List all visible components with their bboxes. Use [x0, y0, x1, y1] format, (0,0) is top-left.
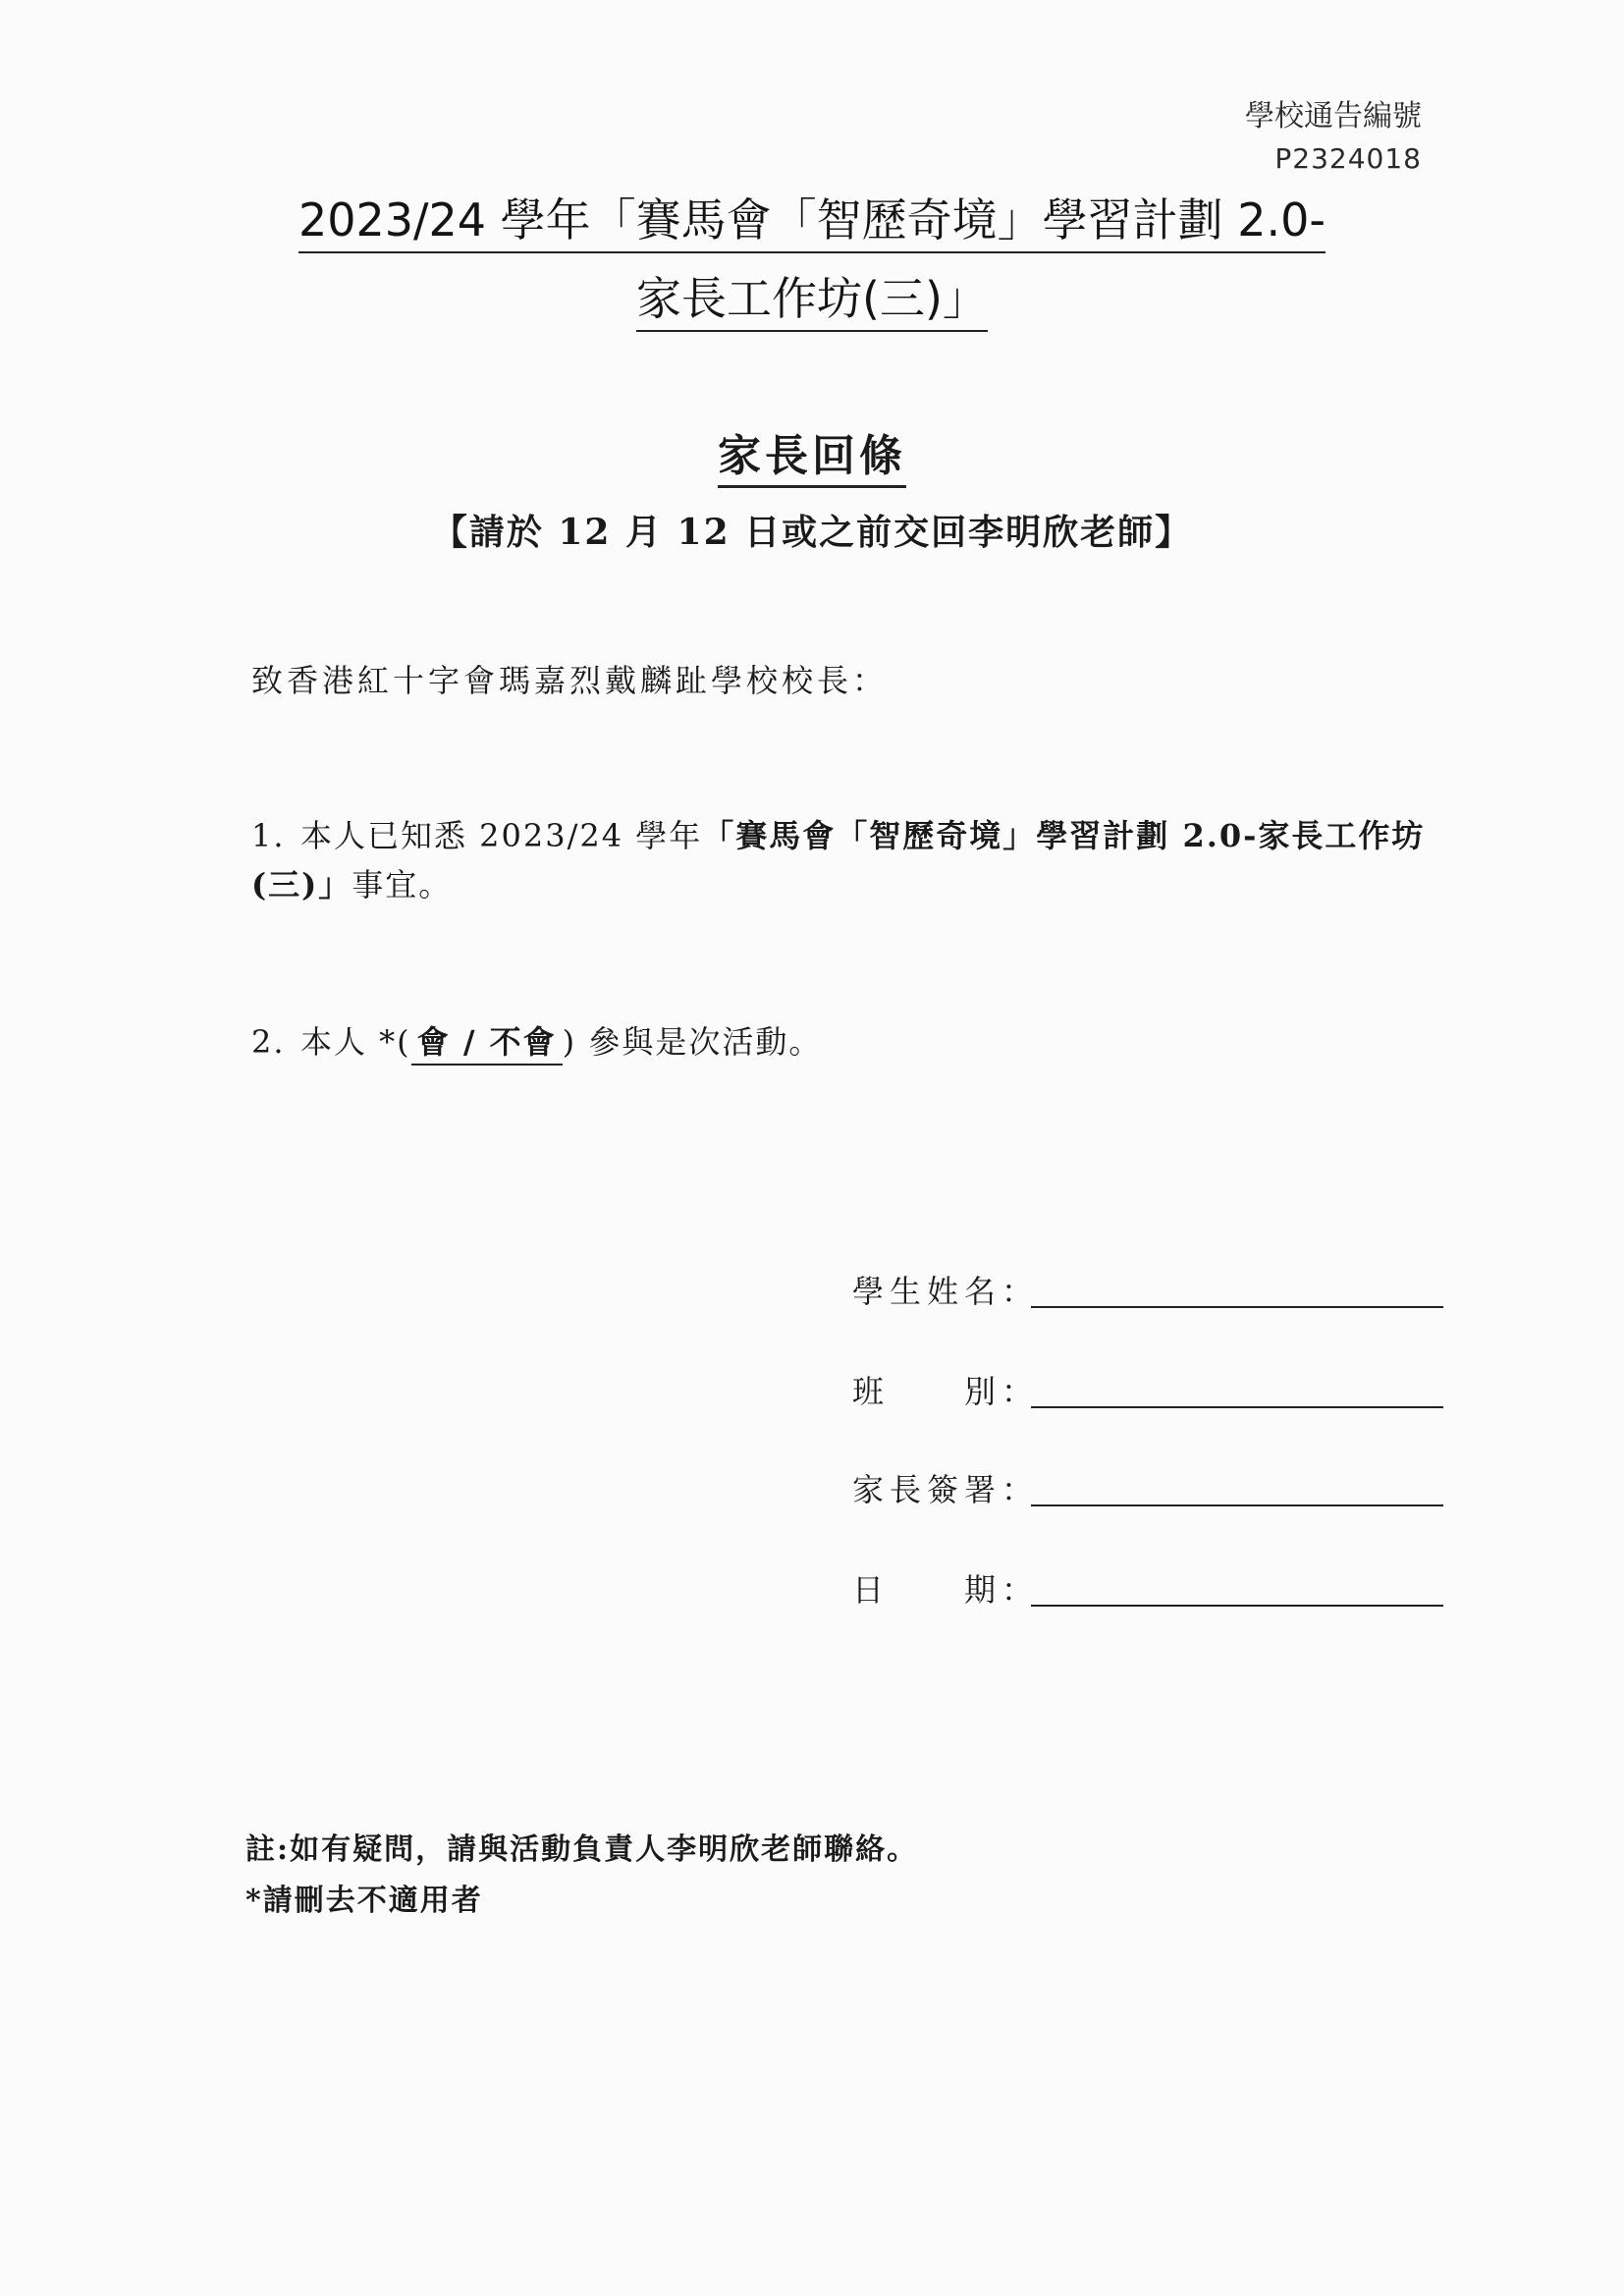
- item-2-text-before: 本人 *(: [300, 1023, 411, 1061]
- student-name-input-line[interactable]: [1031, 1306, 1443, 1308]
- item-1-programme-name: 「賽馬會「智歷奇境」學習計劃 2.0-家長工作坊(三)」: [251, 817, 1426, 903]
- page-title-line-2: [0, 271, 1624, 332]
- parent-signature-label: 家長簽署：: [852, 1471, 1040, 1508]
- student-name-field: [852, 1261, 1441, 1320]
- notice-label: 學校通告編號: [1245, 99, 1422, 134]
- footnote-delete-inapplicable: *請刪去不適用者: [245, 1884, 483, 1918]
- notice-number-block: [1245, 96, 1422, 181]
- addressee-line: 致香港紅十字會瑪嘉烈戴麟趾學校校長：: [251, 662, 889, 699]
- class-input-line[interactable]: [1031, 1406, 1443, 1408]
- item-1-number: 1.: [251, 817, 286, 854]
- date-label: 日 期：: [852, 1571, 1040, 1609]
- date-field: [852, 1559, 1441, 1618]
- reply-slip-heading-text: 家長回條: [718, 428, 906, 488]
- class-field: [852, 1361, 1441, 1420]
- notice-number: P2324018: [1274, 142, 1422, 175]
- student-name-label: 學生姓名：: [852, 1273, 1040, 1310]
- title-line-2-text: 家長工作坊(三)」: [636, 271, 988, 332]
- reply-slip-heading: [0, 428, 1624, 488]
- item-2-number: 2.: [251, 1023, 286, 1061]
- page-title-line-1: [0, 192, 1624, 253]
- statement-item-1: [251, 811, 1449, 909]
- footnote-enquiry: 註:如有疑問，請與活動負責人李明欣老師聯絡。: [245, 1832, 919, 1867]
- date-input-line[interactable]: [1031, 1605, 1443, 1607]
- statement-item-2: [251, 1017, 822, 1066]
- attendance-choice[interactable]: 會 / 不會: [411, 1020, 563, 1066]
- parent-signature-field: [852, 1459, 1441, 1518]
- item-2-text-after: ) 參與是次活動。: [562, 1023, 823, 1061]
- return-deadline-note: 【請於 12 月 12 日或之前交回李明欣老師】: [431, 512, 1193, 553]
- title-line-1-text: 2023/24 學年「賽馬會「智歷奇境」學習計劃 2.0-: [298, 192, 1326, 253]
- item-1-text-before: 本人已知悉 2023/24 學年: [300, 817, 703, 854]
- class-label: 班 別：: [852, 1373, 1040, 1410]
- item-1-text-after: 事宜。: [352, 866, 453, 903]
- parent-signature-input-line[interactable]: [1031, 1504, 1443, 1506]
